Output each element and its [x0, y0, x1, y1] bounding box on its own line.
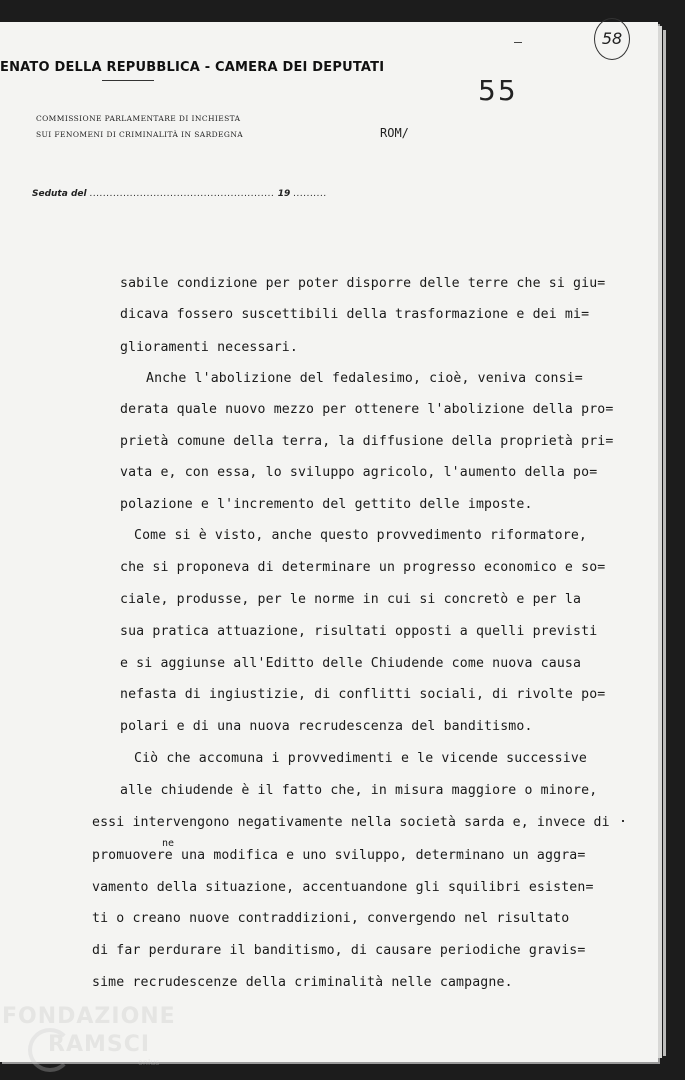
reference-code: ROM/: [380, 126, 409, 140]
body-line: di far perdurare il banditismo, di causare periodiche gravis=: [92, 943, 586, 958]
session-year: 19: [277, 189, 291, 199]
body-line: sabile condizione per poter disporre delle terre che si giu=: [120, 276, 606, 291]
body-line: derata quale nuovo mezzo per ottenere l'abolizione della pro=: [120, 402, 614, 417]
body-line: promuovere una modifica e uno sviluppo, determinano un aggra=: [92, 848, 586, 863]
commission-line-1: COMMISSIONE PARLAMENTARE DI INCHIESTA: [36, 114, 241, 123]
body-line: ciale, produsse, per le norme in cui si concretò e per la: [120, 592, 582, 607]
watermark-line-1: FONDAZIONE: [2, 1004, 176, 1029]
interlinear-note: ne: [162, 838, 175, 849]
body-line: Come si è visto, anche questo provvedimento riformatore,: [134, 528, 588, 543]
commission-line-2: SUI FENOMENI DI CRIMINALITÀ IN SARDEGNA: [36, 130, 244, 139]
body-line: Anche l'abolizione del fedalesimo, cioè, veniva consi=: [146, 371, 583, 386]
watermark-line-2: RAMSCI: [48, 1032, 151, 1057]
stamped-page-number: 55: [478, 74, 518, 107]
watermark-suffix: onlus: [138, 1058, 160, 1067]
body-line: ti o creano nuove contraddizioni, convergendo nel risultato: [92, 911, 570, 926]
body-line: sime recrudescenze della criminalità nelle campagne.: [92, 975, 513, 990]
body-line: alle chiudende è il fatto che, in misura maggiore o minore,: [120, 783, 598, 798]
letterhead-rule: [102, 80, 154, 81]
session-label: Seduta del: [32, 189, 87, 199]
body-line: polazione e l'incremento del gettito delle imposte.: [120, 497, 533, 512]
session-line: [32, 189, 327, 199]
circled-page-number: 58: [594, 18, 630, 60]
pencil-dash: [514, 42, 522, 43]
margin-mark: [622, 820, 624, 822]
body-line: prietà comune della terra, la diffusione della proprietà pri=: [120, 434, 614, 449]
session-date-blank: .......................................................: [89, 189, 275, 199]
page-edge-back: [663, 30, 666, 1056]
body-line: vamento della situazione, accentuandone gli squilibri esisten=: [92, 880, 594, 895]
body-line: Ciò che accomuna i provvedimenti e le vicende successive: [134, 751, 588, 766]
body-line: polari e di una nuova recrudescenza del banditismo.: [120, 719, 533, 734]
body-line: vata e, con essa, lo sviluppo agricolo, l'aumento della po=: [120, 465, 598, 480]
body-line: glioramenti necessari.: [120, 340, 298, 355]
page-edge: [658, 26, 662, 1058]
body-line: che si proponeva di determinare un progresso economico e so=: [120, 560, 606, 575]
body-line: essi intervengono negativamente nella società sarda e, invece di: [92, 815, 610, 830]
body-line: e si aggiunse all'Editto delle Chiudende come nuova causa: [120, 656, 582, 671]
body-line: sua pratica attuazione, risultati opposti a quelli previsti: [120, 624, 598, 639]
body-line: nefasta di ingiustizie, di conflitti sociali, di rivolte po=: [120, 687, 606, 702]
letterhead-title: ENATO DELLA REPUBBLICA - CAMERA DEI DEPUTATI: [0, 60, 385, 75]
session-year-blank: ..........: [293, 189, 327, 199]
body-line: dicava fossero suscettibili della trasformazione e dei mi=: [120, 307, 590, 322]
